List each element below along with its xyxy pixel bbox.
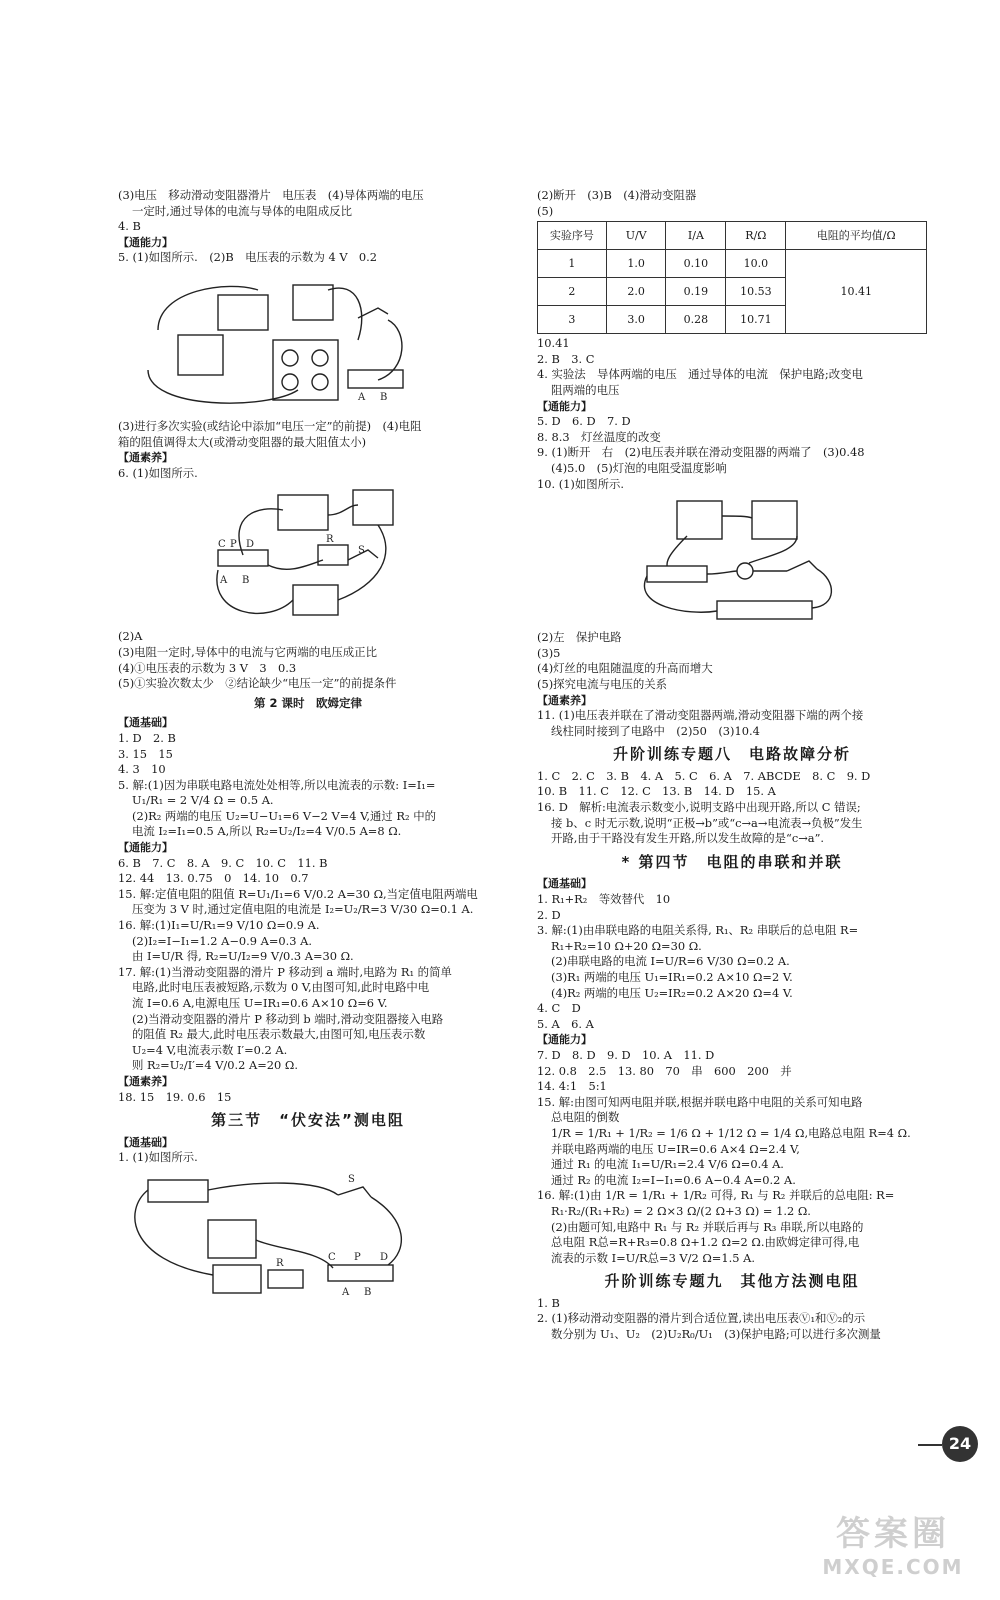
table-cell: 1 [538, 250, 607, 278]
section-tag: 【通能力】 [537, 1033, 592, 1047]
lesson-title: 第 2 课时 欧姆定律 [253, 695, 362, 710]
text-line: 16. 解:(1)由 1/R = 1/R₁ + 1/R₂ 可得, R₁ 与 R₂ 并联后的总电阻: R= [537, 1188, 895, 1203]
svg-text:S: S [358, 545, 365, 557]
text-line: 3. 15 15 [118, 746, 173, 761]
text-line: (2)I₂=I−I₁=1.2 A−0.9 A=0.3 A. [132, 933, 312, 948]
text-line: 6. B 7. C 8. A 9. C 10. C 11. B [118, 855, 328, 870]
text-line: (5)探究电流与电压的关系 [537, 676, 668, 691]
table-cell: 3.0 [606, 306, 666, 334]
text-line: U₂=4 V,电流表示数 I′=0.2 A. [132, 1042, 288, 1057]
svg-text:A: A [342, 1286, 350, 1298]
text-line: 1. B [537, 1295, 560, 1310]
text-line: 10. (1)如图所示. [537, 476, 625, 491]
svg-text:R: R [276, 1257, 284, 1269]
text-line: 的阻值 R₂ 最大,此时电压表示数最大,由图可知,电压表示数 [132, 1027, 426, 1042]
text-line: 5. (1)如图所示. (2)B 电压表的示数为 4 V 0.2 [118, 250, 378, 265]
table-header-row [538, 222, 927, 250]
table-cell: 3 [538, 306, 607, 334]
table-cell: 0.28 [666, 306, 726, 334]
text-line: 12. 0.8 2.5 13. 80 70 串 600 200 并 [537, 1063, 792, 1078]
right-column [537, 188, 927, 1343]
text-line: 通过 R₂ 的电流 I₂=I−I₁=0.6 A−0.4 A=0.2 A. [551, 1172, 796, 1187]
left-column [118, 188, 498, 1304]
text-line: (3)R₁ 两端的电压 U₁=IR₁=0.2 A×10 Ω=2 V. [551, 970, 793, 984]
text-line: 数分别为 U₁、U₂ (2)U₂R₀/U₁ (3)保护电路;可以进行多次测量 [551, 1327, 881, 1342]
svg-text:R: R [326, 534, 334, 546]
text-line: 1. R₁+R₂ 等效替代 10 [537, 892, 671, 907]
text-line: (5)①实验次数太少 ②结论缺少“电压一定”的前提条件 [118, 676, 397, 691]
text-line: 6. (1)如图所示. [118, 465, 198, 480]
svg-text:A: A [358, 391, 366, 403]
svg-text:C: C [328, 1251, 336, 1263]
svg-text:D: D [380, 1251, 389, 1263]
text-line: 并联电路两端的电压 U=IR=0.6 A×4 Ω=2.4 V, [551, 1141, 800, 1156]
text-line: 1. C 2. C 3. B 4. A 5. C 6. A 7. ABCDE 8. C 9. D [537, 768, 871, 783]
table-row [538, 250, 927, 278]
svg-text:P: P [230, 539, 237, 551]
text-line: 1/R = 1/R₁ + 1/R₂ = 1/6 Ω + 1/12 Ω = 1/4 Ω,电路总电阻 R=4 Ω. [551, 1125, 911, 1140]
table-cell: 2 [538, 278, 607, 306]
table-header: U/V [606, 222, 666, 250]
text-line: 5. A 6. A [537, 1016, 594, 1031]
text-line: 2. (1)移动滑动变阻器的滑片到合适位置,读出电压表Ⓥ₁和Ⓥ₂的示 [537, 1311, 866, 1326]
svg-text:B: B [364, 1286, 372, 1298]
table-header: I/A [666, 222, 726, 250]
text-line: 压变为 3 V 时,通过定值电阻的电流是 I₂=U₂/R=3 V/30 Ω=0.1 A. [132, 902, 474, 917]
text-line: (3)进行多次实验(或结论中添加“电压一定”的前提) (4)电阻 [118, 418, 422, 433]
text-line: 2. D [537, 907, 561, 922]
text-line: 14. 4:1 5:1 [537, 1079, 607, 1094]
circuit-figure-4 [537, 496, 927, 626]
text-line: (2)A [118, 629, 143, 644]
svg-text:D: D [246, 539, 255, 551]
text-line: (4)R₂ 两端的电压 U₂=IR₂=0.2 A×20 Ω=4 V. [551, 985, 793, 1000]
text-line: (3)5 [537, 645, 561, 660]
text-line: 2. B 3. C [537, 351, 595, 366]
table-cell: 2.0 [606, 278, 666, 306]
text-line: 流 I=0.6 A,电源电压 U=IR₁=0.6 A×10 Ω=6 V. [132, 996, 388, 1010]
section-tag: 【通素养】 [118, 451, 173, 465]
table-cell: 1.0 [606, 250, 666, 278]
text-line: 8. 8.3 灯丝温度的改变 [537, 429, 661, 444]
text-line: (2)断开 (3)B (4)滑动变阻器 [537, 188, 697, 202]
page-number: 24 [942, 1426, 978, 1462]
text-line: 通过 R₁ 的电流 I₁=U/R₁=2.4 V/6 Ω=0.4 A. [551, 1157, 784, 1172]
text-line: U₁/R₁ = 2 V/4 Ω = 0.5 A. [132, 793, 274, 808]
section-tag: 【通能力】 [118, 235, 173, 249]
text-line: 15. 解:由图可知两电阻并联,根据并联电路中电阻的关系可知电路 [537, 1094, 863, 1109]
text-line: 开路,由于干路没有发生开路,所以发生故障的是“c→a”. [551, 831, 825, 846]
text-line: (4)①电压表的示数为 3 V 3 0.3 [118, 660, 297, 675]
text-line: 电流 I₂=I₁=0.5 A,所以 R₂=U₂/I₂=4 V/0.5 A=8 Ω. [132, 824, 402, 839]
text-line: 16. 解:(1)I₁=U/R₁=9 V/10 Ω=0.9 A. [118, 918, 320, 933]
section-title: 升阶训练专题八 电路故障分析 [612, 745, 851, 764]
section-tag: 【通能力】 [537, 399, 592, 413]
text-line: 由 I=U/R 得, R₂=U/I₂=9 V/0.3 A=30 Ω. [132, 949, 354, 964]
text-line: 则 R₂=U₂/I′=4 V/0.2 A=20 Ω. [132, 1058, 298, 1073]
svg-text:B: B [242, 575, 250, 587]
text-line: 15. 解:定值电阻的阻值 R=U₁/I₁=6 V/0.2 A=30 Ω,当定值电阻两端电 [118, 886, 478, 901]
section-tag: 【通基础】 [118, 1135, 173, 1149]
text-line: (4)灯丝的电阻随温度的升高而增大 [537, 661, 713, 676]
watermark-text: 答案圈 [836, 1514, 950, 1554]
text-line: (3)电压 移动滑动变阻器滑片 电压表 (4)导体两端的电压 [118, 188, 424, 202]
table-cell: 10.53 [726, 278, 786, 306]
text-line: 总电阻的倒数 [551, 1110, 620, 1125]
svg-text:C: C [218, 539, 226, 551]
text-line: 总电阻 R总=R+R₃=0.8 Ω+1.2 Ω=2 Ω.由欧姆定律可得,电 [551, 1235, 860, 1250]
text-line: 17. 解:(1)当滑动变阻器的滑片 P 移动到 a 端时,电路为 R₁ 的简单 [118, 964, 452, 979]
text-line: 电路,此时电压表被短路,示数为 0 V,由图可知,此时电路中电 [132, 980, 430, 995]
section-tag: 【通基础】 [118, 716, 173, 730]
text-line: R₁+R₂=10 Ω+20 Ω=30 Ω. [551, 938, 702, 953]
text-line: 接 b、c 时无示数,说明“正极→b”或“c→a→电流表→负极”发生 [551, 815, 863, 830]
text-line: R₁·R₂/(R₁+R₂) = 2 Ω×3 Ω/(2 Ω+3 Ω) = 1.2 Ω. [551, 1203, 811, 1218]
text-line: 5. D 6. D 7. D [537, 414, 631, 429]
text-line: 1. D 2. B [118, 730, 176, 745]
circuit-figure-3 [118, 1170, 498, 1300]
text-line: 10.41 [537, 336, 570, 351]
section-tag: 【通素养】 [537, 693, 592, 707]
text-line: (5) [537, 203, 554, 218]
text-line: (3)电阻一定时,导体中的电流与它两端的电压成正比 [118, 644, 377, 659]
text-line: 箱的阻值调得太大(或滑动变阻器的最大阻值太小) [118, 434, 367, 449]
text-line: (2)R₂ 两端的电压 U₂=U−U₁=6 V−2 V=4 V,通过 R₂ 中的 [132, 808, 436, 823]
section-tag: 【通素养】 [118, 1074, 173, 1088]
text-line: 线柱同时接到了电路中 (2)50 (3)10.4 [551, 723, 760, 738]
text-line: 10. B 11. C 12. C 13. B 14. D 15. A [537, 784, 776, 799]
text-line: 4. C D [537, 1001, 581, 1016]
text-line: 1. (1)如图所示. [118, 1150, 198, 1165]
text-line: (2)由题可知,电路中 R₁ 与 R₂ 并联后再与 R₃ 串联,所以电路的 [551, 1219, 864, 1234]
watermark-logo [798, 1506, 988, 1586]
svg-text:A: A [220, 575, 228, 587]
section-title: 升阶训练专题九 其他方法测电阻 [604, 1272, 860, 1291]
table-cell: 0.10 [666, 250, 726, 278]
text-line: 12. 44 13. 0.75 0 14. 10 0.7 [118, 871, 309, 886]
text-line: 流表的示数 I=U/R总=3 V/2 Ω=1.5 A. [551, 1250, 755, 1265]
text-line: 一定时,通过导体的电流与导体的电阻成反比 [132, 203, 353, 218]
text-line: (2)串联电路的电流 I=U/R=6 V/30 Ω=0.2 A. [551, 954, 790, 969]
table-header: 实验序号 [538, 222, 607, 250]
text-line: 11. (1)电压表并联在了滑动变阻器两端,滑动变阻器下端的两个接 [537, 708, 864, 723]
svg-text:B: B [380, 391, 388, 403]
text-line: 4. 3 10 [118, 762, 166, 777]
text-line: 3. 解:(1)由串联电路的电阻关系得, R₁、R₂ 串联后的总电阻 R= [537, 923, 859, 938]
text-line: (2)当滑动变阻器的滑片 P 移动到 b 端时,滑动变阻器接入电路 [132, 1011, 444, 1026]
section-title: 第三节 “伏安法”测电阻 [211, 1111, 405, 1130]
text-line: 7. D 8. D 9. D 10. A 11. D [537, 1047, 715, 1062]
table-header: R/Ω [726, 222, 786, 250]
text-line: 18. 15 19. 0.6 15 [118, 1089, 232, 1104]
text-line: (4)5.0 (5)灯泡的电阻受温度影响 [551, 460, 727, 475]
section-tag: 【通基础】 [537, 877, 592, 891]
table-cell-average: 10.41 [786, 250, 927, 334]
svg-text:P: P [354, 1251, 361, 1263]
watermark-url: MXQE.COM [822, 1555, 964, 1579]
text-line: 16. D 解析:电流表示数变小,说明支路中出现开路,所以 C 错误; [537, 800, 861, 815]
table-cell: 10.0 [726, 250, 786, 278]
section-tag: 【通能力】 [118, 841, 173, 855]
text-line: 4. 实验法 导体两端的电压 通过导体的电流 保护电路;改变电 [537, 367, 863, 382]
table-cell: 10.71 [726, 306, 786, 334]
page-number-rule [918, 1444, 942, 1446]
section-title: * 第四节 电阻的串联和并联 [621, 852, 843, 871]
text-line: 9. (1)断开 右 (2)电压表并联在滑动变阻器的两端了 (3)0.48 [537, 445, 865, 460]
table-header: 电阻的平均值/Ω [786, 222, 927, 250]
text-line: 4. B [118, 219, 141, 234]
text-line: 阻两端的电压 [551, 382, 620, 397]
svg-text:S: S [348, 1173, 355, 1185]
circuit-figure-2 [118, 485, 498, 625]
table-cell: 0.19 [666, 278, 726, 306]
text-line: 5. 解:(1)因为串联电路电流处处相等,所以电流表的示数: I=I₁= [118, 777, 436, 792]
circuit-figure-1 [118, 270, 498, 415]
text-line: (2)左 保护电路 [537, 630, 622, 645]
data-table [537, 221, 927, 334]
